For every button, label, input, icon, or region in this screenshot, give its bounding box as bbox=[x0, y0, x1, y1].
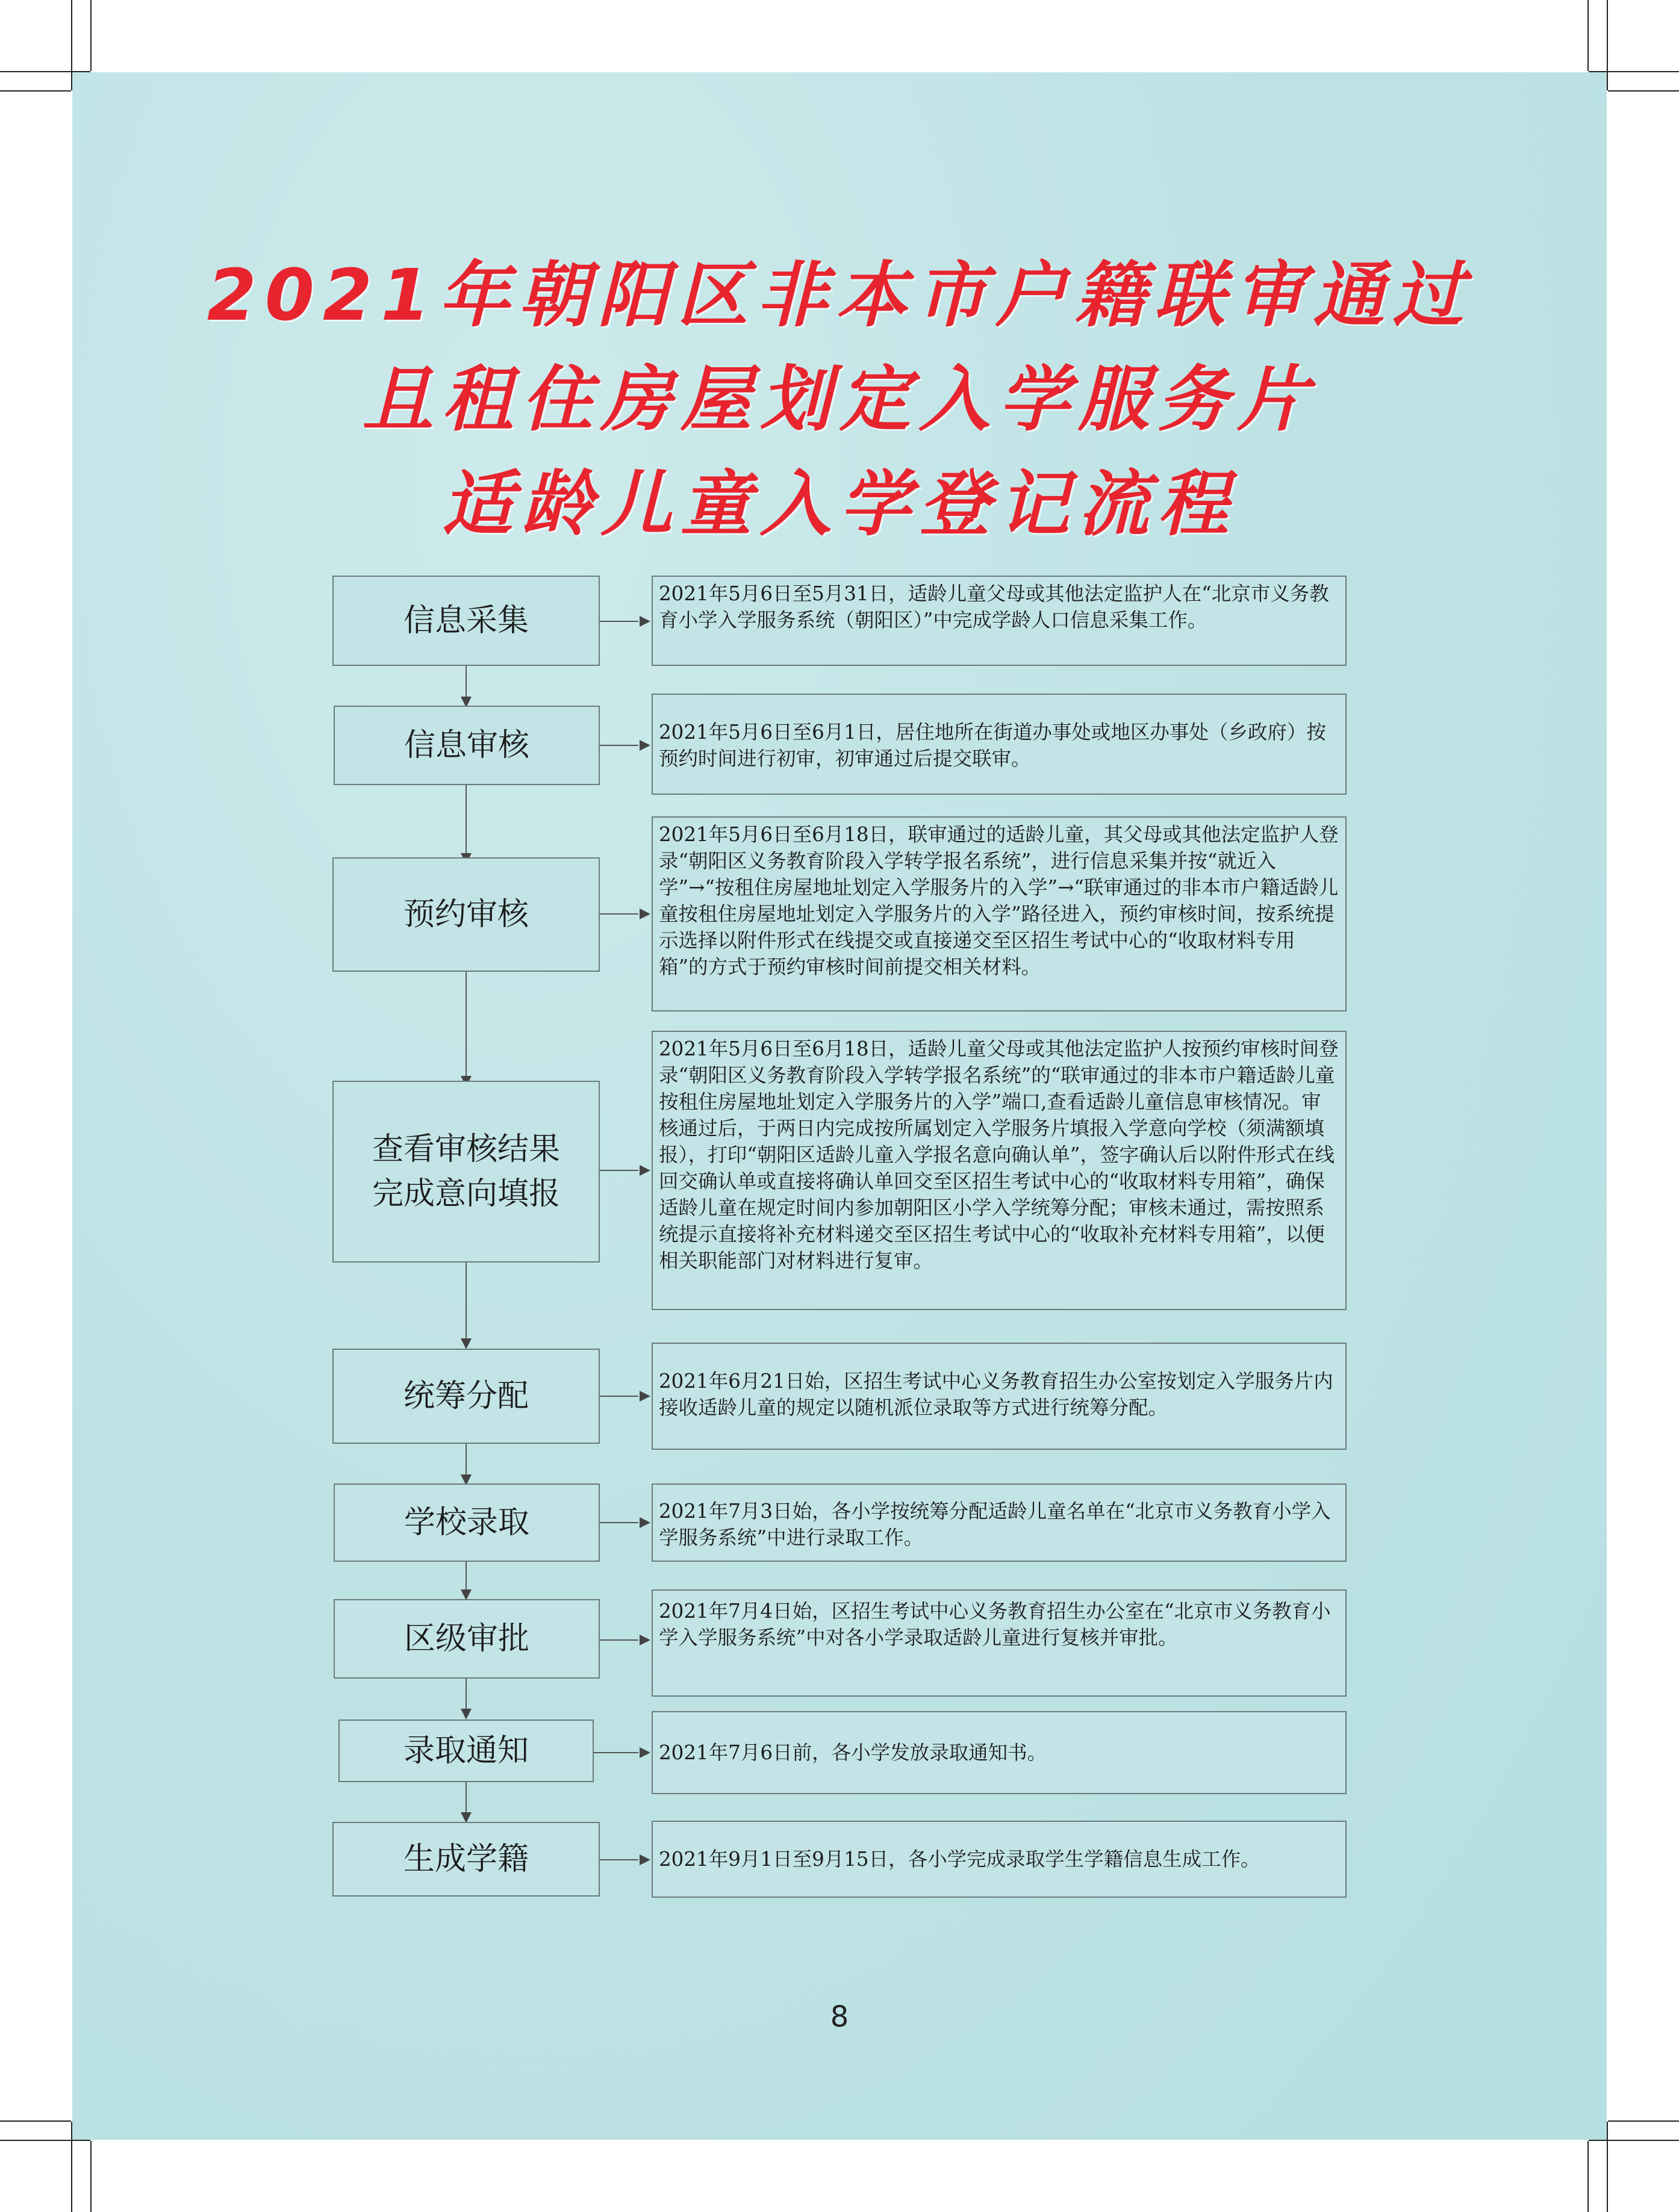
title-line-1: 2021年朝阳区非本市户籍联审通过 bbox=[207, 253, 1472, 337]
crop-mark bbox=[1589, 2140, 1679, 2141]
flow-connector bbox=[466, 666, 467, 698]
flow-connector bbox=[600, 1396, 638, 1397]
crop-mark bbox=[0, 2120, 71, 2122]
flow-arrow-right bbox=[640, 909, 650, 919]
crop-mark bbox=[1607, 0, 1608, 90]
flow-connector bbox=[594, 1752, 638, 1753]
step-admission-notice: 录取通知 bbox=[338, 1720, 594, 1782]
flow-connector bbox=[600, 621, 638, 622]
flow-arrow-down bbox=[461, 1338, 472, 1349]
flow-arrow-right bbox=[640, 1391, 650, 1402]
flow-connector bbox=[466, 1263, 467, 1343]
step-info-review-desc: 2021年5月6日至6月1日，居住地所在街道办事处或地区办事处（乡政府）按预约时间进行初审，初审通过后提交联审。 bbox=[652, 694, 1347, 795]
flow-connector bbox=[600, 1859, 638, 1860]
step-check-results: 查看审核结果 完成意向填报 bbox=[332, 1081, 600, 1263]
step-district-approval-desc: 2021年7月4日始，区招生考试中心义务教育招生办公室在“北京市义务教育小学入学服务系统”中对各小学录取适龄儿童进行复核并审批。 bbox=[652, 1589, 1347, 1697]
crop-mark bbox=[71, 2122, 72, 2212]
crop-mark bbox=[1589, 71, 1679, 72]
step-student-registry: 生成学籍 bbox=[332, 1822, 600, 1897]
crop-mark bbox=[0, 2140, 90, 2141]
step-allocation-desc: 2021年6月21日始，区招生考试中心义务教育招生办公室按划定入学服务片内接收适龄儿童的规定以随机派位录取等方式进行统筹分配。 bbox=[652, 1343, 1347, 1450]
step-admission-notice-desc: 2021年7月6日前，各小学发放录取通知书。 bbox=[652, 1711, 1347, 1794]
flow-connector bbox=[600, 913, 638, 915]
step-info-collection-desc: 2021年5月6日至5月31日，适龄儿童父母或其他法定监护人在“北京市义务教育小学入学服务系统（朝阳区）”中完成学龄人口信息采集工作。 bbox=[652, 576, 1347, 666]
flow-connector bbox=[466, 972, 467, 1078]
step-appointment-review-desc: 2021年5月6日至6月18日，联审通过的适龄儿童，其父母或其他法定监护人登录“朝阳区义务教育阶段入学转学报名系统”，进行信息采集并按“就近入学”→“按租住房屋地址划定入学服务片的入学”→“联审通过的非本市户籍适龄儿童按租住房屋地址划定入学服务片的入学”路径进入，预约审核时间，按系统提示选择以附件形式在线提交或直接递交至区招生考试中心的“收取材料专用箱”的方式于预约审核时间前提交相关材料。 bbox=[652, 816, 1347, 1011]
flow-arrow-down bbox=[461, 1709, 472, 1720]
crop-mark bbox=[0, 71, 90, 72]
flow-connector bbox=[466, 785, 467, 855]
crop-mark bbox=[1587, 0, 1589, 71]
crop-mark bbox=[1608, 2120, 1679, 2122]
crop-mark bbox=[1607, 2122, 1608, 2212]
page-number: 8 bbox=[830, 2000, 849, 2034]
flow-arrow-right bbox=[640, 616, 650, 627]
flow-connector bbox=[600, 1170, 638, 1171]
crop-mark bbox=[71, 0, 72, 90]
step-school-admission: 学校录取 bbox=[334, 1483, 600, 1562]
step-school-admission-desc: 2021年7月3日始，各小学按统筹分配适龄儿童名单在“北京市义务教育小学入学服务系统”中进行录取工作。 bbox=[652, 1483, 1347, 1562]
step-appointment-review: 预约审核 bbox=[332, 857, 600, 972]
flow-connector bbox=[600, 1639, 638, 1641]
crop-mark bbox=[0, 90, 71, 92]
crop-mark bbox=[1608, 90, 1679, 92]
flow-connector bbox=[600, 745, 638, 746]
title-line-3: 适龄儿童入学登记流程 bbox=[441, 462, 1237, 545]
step-district-approval: 区级审批 bbox=[334, 1599, 600, 1679]
flow-arrow-right bbox=[640, 1517, 650, 1528]
crop-mark bbox=[90, 0, 92, 71]
flow-arrow-right bbox=[640, 1635, 650, 1645]
flow-arrow-right bbox=[640, 1747, 650, 1758]
flow-arrow-right bbox=[640, 1854, 650, 1865]
crop-mark bbox=[1587, 2141, 1589, 2212]
step-student-registry-desc: 2021年9月1日至9月15日，各小学完成录取学生学籍信息生成工作。 bbox=[652, 1821, 1347, 1898]
step-allocation: 统筹分配 bbox=[332, 1349, 600, 1444]
flow-arrow-right bbox=[640, 1165, 650, 1176]
step-info-collection: 信息采集 bbox=[332, 576, 600, 666]
step-info-review: 信息审核 bbox=[334, 706, 600, 785]
flow-arrow-right bbox=[640, 740, 650, 751]
title-line-2: 且租住房屋划定入学服务片 bbox=[362, 358, 1316, 441]
crop-mark bbox=[90, 2141, 92, 2212]
step-check-results-desc: 2021年5月6日至6月18日，适龄儿童父母或其他法定监护人按预约审核时间登录“朝阳区义务教育阶段入学转学报名系统”的“联审通过的非本市户籍适龄儿童按租住房屋地址划定入学服务片的入学”端口,查看适龄儿童信息审核情况。审核通过后，于两日内完成按所属划定入学服务片填报入学意向学校（须满额填报），打印“朝阳区适龄儿童入学报名意向确认单”，签字确认后以附件形式在线回交确认单或直接将确认单回交至区招生考试中心的“收取材料专用箱”，确保适龄儿童在规定时间内参加朝阳区小学入学统筹分配；审核未通过，需按照系统提示直接将补充材料递交至区招生考试中心的“收取补充材料专用箱”，以便相关职能部门对材料进行复审。 bbox=[652, 1031, 1347, 1310]
flow-connector bbox=[600, 1522, 638, 1523]
